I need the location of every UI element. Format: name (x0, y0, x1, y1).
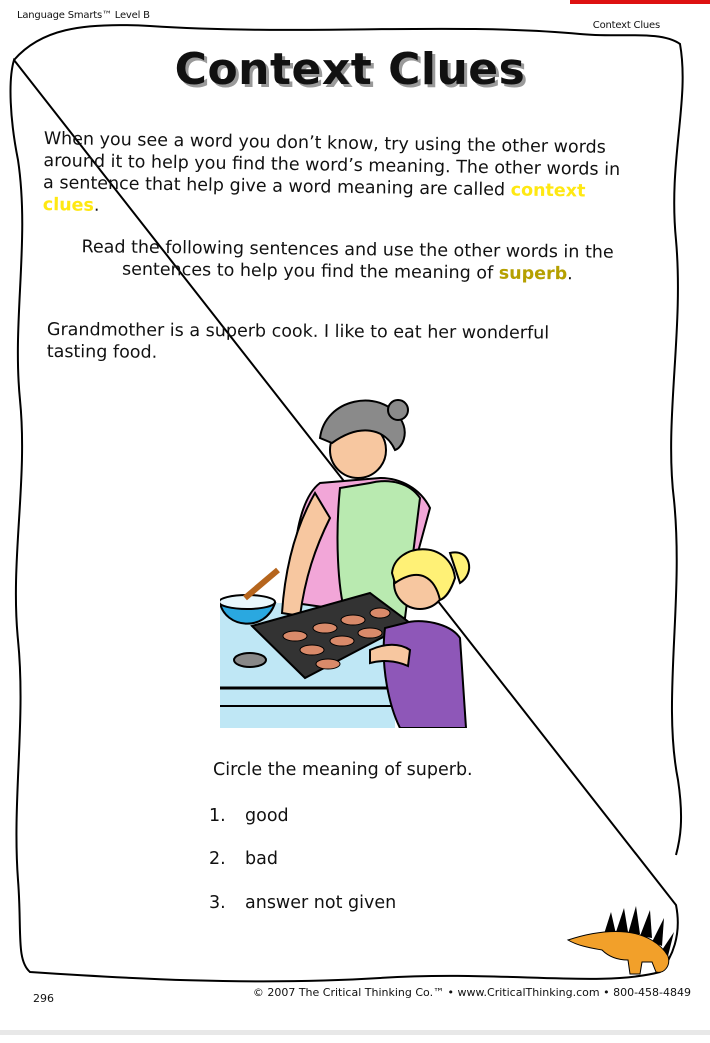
header-topic: Context Clues (592, 20, 660, 31)
context-clues-highlight: context clues (42, 180, 586, 216)
page-number: 296 (33, 992, 54, 1005)
option-label: good (245, 806, 289, 826)
copyright: © 2007 The Critical Thinking Co.™ • www.CriticalThinking.com • 800-458-4849 (252, 986, 691, 999)
baking-illustration (220, 388, 476, 728)
header-series: Language Smarts™ Level B (17, 10, 150, 21)
option-3[interactable] (209, 893, 396, 913)
bottom-divider (0, 1030, 710, 1035)
question-text: Circle the meaning of superb. (213, 760, 473, 780)
instruction-paragraph (70, 236, 625, 286)
option-label: answer not given (245, 893, 397, 913)
option-number: 3. (209, 893, 226, 913)
example-sentence: Grandmother is a superb cook. I like to eat her wonderful tasting food. (46, 319, 550, 363)
option-label: bad (245, 849, 278, 869)
option-number: 2. (209, 849, 226, 869)
instruction-end: . (567, 264, 573, 285)
instruction-text: Read the following sentences and use the other words in the sentences to help you find the meaning of (81, 237, 614, 284)
intro-paragraph (43, 128, 634, 225)
option-number: 1. (209, 806, 226, 826)
page-title: Context Clues (174, 44, 526, 95)
superb-highlight: superb (498, 263, 568, 285)
option-1[interactable] (209, 806, 289, 826)
option-2[interactable] (209, 849, 278, 869)
intro-text: When you see a word you don’t know, try using the other words around it to help you find the word’s meaning. The other words in a sentence that help give a word meaning are called (42, 128, 621, 201)
intro-end: . (93, 195, 100, 216)
stegosaurus-logo (566, 904, 678, 976)
